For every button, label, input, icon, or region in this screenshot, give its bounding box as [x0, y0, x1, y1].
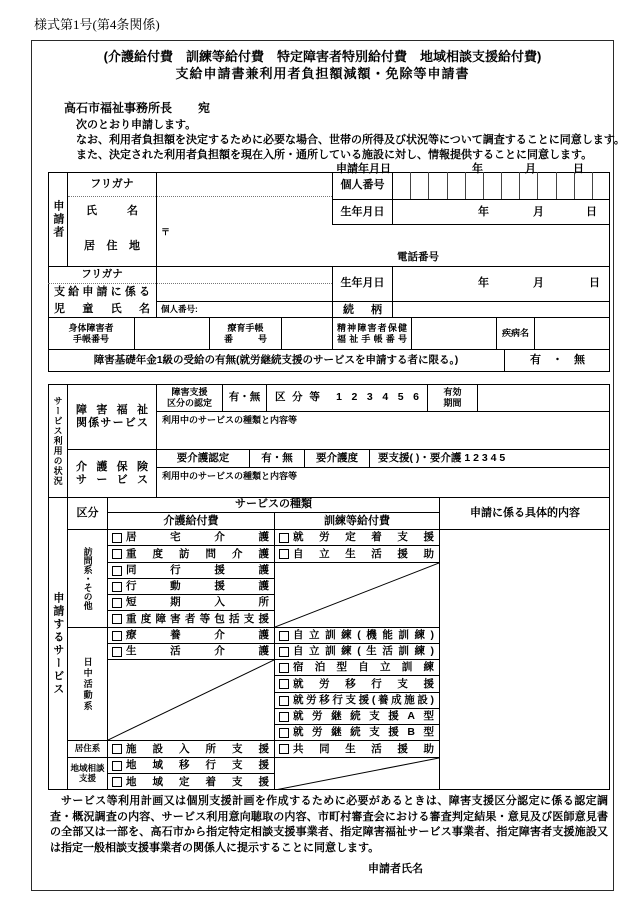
applicant-personal-number-label: 個人番号 [333, 172, 393, 200]
applicant-address-input[interactable] [157, 225, 610, 267]
service-row[interactable]: 就労移行支援(養成施設) [275, 693, 440, 709]
checkbox[interactable] [279, 679, 289, 689]
child-personal-number-label[interactable]: 個人番号: [157, 302, 333, 318]
diagonal-strike [108, 660, 274, 740]
pension-yes-no[interactable]: 有 ・ 無 [530, 354, 585, 367]
checkbox[interactable] [112, 614, 122, 624]
service-row[interactable]: 就労移行支援 [275, 676, 440, 693]
disability-services-in-use[interactable]: 利用中のサービスの種類と内容等 [157, 412, 610, 450]
care-certification-yes-no[interactable]: 有・無 [250, 450, 305, 468]
checkbox[interactable] [279, 728, 289, 738]
service-row[interactable]: 居宅介護 [108, 530, 275, 546]
service-row[interactable]: 自立訓練(生活訓練) [275, 644, 440, 660]
checkbox[interactable] [112, 647, 122, 657]
personal-number-cell[interactable] [447, 172, 465, 199]
group-community-label: 地域相談 支援 [68, 758, 108, 790]
applicant-name-label: 氏名 [86, 204, 138, 217]
checkbox[interactable] [279, 744, 289, 754]
postal-mark: 〒 [161, 227, 171, 237]
pension-question: 障害基礎年金1級の受給の有無(就労継続支援のサービスを申請する者に限る。) [48, 349, 505, 372]
addressee: 高石市福祉事務所長 [64, 101, 173, 115]
application-date-day: 日 [573, 163, 584, 175]
checkbox[interactable] [279, 533, 289, 543]
personal-number-cell[interactable] [410, 172, 428, 199]
child-relation-label: 続柄 [333, 302, 393, 318]
statement-3: また、決定された利用者負担額を現在入所・通所している施設に対し、情報提供することに同意します。 [76, 149, 593, 161]
care-benefit-header: 介護給付費 [108, 513, 275, 530]
support-category-yes-no[interactable]: 有・無 [223, 384, 267, 412]
service-row[interactable]: 就労継続支援B型 [275, 725, 440, 741]
checkbox[interactable] [112, 582, 122, 592]
child-birth-month-unit: 月 [533, 277, 544, 289]
child-birth-year-unit: 年 [478, 277, 489, 289]
diagonal-strike [275, 563, 439, 627]
checkbox[interactable] [279, 647, 289, 657]
support-category-certification-label: 障害支援 区分の認定 [157, 384, 223, 412]
validity-period-label: 有効 期間 [428, 384, 478, 412]
child-name-input[interactable] [157, 284, 332, 301]
birth-day-unit: 日 [586, 206, 597, 218]
addressee-suffix: 宛 [198, 101, 211, 115]
service-row[interactable]: 生活介護 [108, 644, 275, 660]
training-benefit-header: 訓練等給付費 [275, 513, 440, 530]
checkbox[interactable] [279, 663, 289, 673]
service-row[interactable]: 施設入所支援 [108, 741, 275, 758]
handbook-mental-input[interactable] [412, 317, 497, 350]
care-certification-label: 要介護認定 [157, 450, 250, 468]
training-empty-block [275, 563, 440, 628]
addressee-line [64, 99, 210, 116]
applicant-birth-input[interactable] [393, 200, 610, 225]
support-category-scale[interactable]: 区分等 1 2 3 4 5 6 [267, 384, 428, 412]
child-name-label-2: 児童氏名 [54, 303, 150, 316]
personal-number-cell[interactable] [519, 172, 537, 199]
personal-number-cell[interactable] [574, 172, 592, 199]
service-row[interactable]: 同行援護 [108, 563, 275, 579]
care-empty-block [108, 660, 275, 741]
applicant-section-label: 申請者 [48, 172, 68, 267]
service-row[interactable]: 地域定着支援 [108, 774, 275, 790]
applicant-personal-number-grid [393, 172, 610, 200]
phone-label: 電話番号 [397, 251, 439, 263]
checkbox[interactable] [279, 696, 289, 706]
service-row[interactable]: 自立生活援助 [275, 546, 440, 563]
checkbox[interactable] [279, 549, 289, 559]
personal-number-cell[interactable] [592, 172, 610, 199]
service-status-section-label: サービス利用の状況 [48, 384, 68, 498]
checkbox[interactable] [112, 761, 122, 771]
care-level-scale[interactable]: 要支援( )・要介護 1 2 3 4 5 [370, 450, 610, 468]
disease-input[interactable] [535, 317, 610, 350]
child-birth-label: 生年月日 [333, 266, 393, 302]
handbook-physical-label: 身体障害者 手帳番号 [48, 317, 135, 350]
applicant-birth-label: 生年月日 [333, 200, 393, 225]
personal-number-cell[interactable] [501, 172, 519, 199]
form-title-line1: (介護給付費 訓練等給付費 特定障害者特別給付費 地域相談支援給付費) [103, 49, 542, 64]
diagonal-strike [275, 758, 439, 790]
service-row[interactable]: 就労継続支援A型 [275, 709, 440, 725]
service-row[interactable]: 自立訓練(機能訓練) [275, 628, 440, 644]
checkbox[interactable] [112, 549, 122, 559]
personal-number-cell[interactable] [483, 172, 501, 199]
group-daytime-label: 日中活動系 [68, 628, 108, 741]
disability-service-label: 障害福祉 関係サービス [68, 384, 157, 450]
child-furigana-label: フリガナ [48, 266, 156, 284]
personal-number-cell[interactable] [556, 172, 574, 199]
detail-header: 申請に係る具体的内容 [440, 497, 610, 530]
child-name-label-1: 支給申請に係る [54, 286, 150, 299]
group-visit-label: 訪問系・その他 [68, 530, 108, 628]
checkbox[interactable] [112, 533, 122, 543]
disease-label: 疾病名 [497, 317, 535, 350]
care-insurance-label: 介護保険 サービス [68, 450, 157, 498]
checkbox[interactable] [279, 631, 289, 641]
detail-input-area[interactable] [440, 530, 610, 790]
personal-number-cell[interactable] [393, 172, 410, 199]
service-row[interactable]: 重度訪問介護 [108, 546, 275, 563]
application-date-month: 月 [525, 163, 536, 175]
service-row[interactable]: 宿泊型自立訓練 [275, 660, 440, 676]
checkbox[interactable] [112, 566, 122, 576]
application-date-year: 年 [472, 163, 483, 175]
category-header: 区分 [68, 497, 108, 530]
checkbox[interactable] [279, 712, 289, 722]
child-birth-day-unit: 日 [589, 277, 600, 289]
validity-period-input[interactable] [478, 384, 610, 412]
service-row[interactable]: 療養介護 [108, 628, 275, 644]
statement-2: なお、利用者負担額を決定するために必要な場合、世帯の所得及び状況等について調査することに同意します。 [76, 134, 625, 146]
statement-1: 次のとおり申請します。 [76, 119, 197, 131]
form-title-line2: 支給申請書兼利用者負担額減額・免除等申請書 [175, 66, 470, 81]
service-row[interactable]: 地域移行支援 [108, 758, 275, 774]
handbook-rehab-input[interactable] [282, 317, 333, 350]
checkbox[interactable] [112, 631, 122, 641]
handbook-rehab-label: 療育手帳 番号 [210, 317, 282, 350]
birth-month-unit: 月 [533, 206, 544, 218]
child-relation-input[interactable] [393, 302, 610, 318]
applicant-furigana-label: フリガナ [68, 172, 156, 197]
care-level-label: 要介護度 [305, 450, 370, 468]
group-residential-label: 居住系 [68, 741, 108, 758]
checkbox[interactable] [112, 598, 122, 608]
child-birth-input[interactable] [393, 266, 610, 302]
applicant-name-input[interactable] [157, 197, 332, 225]
signature-input[interactable] [432, 858, 582, 876]
birth-year-unit: 年 [478, 206, 489, 218]
service-row[interactable]: 行動援護 [108, 579, 275, 595]
handbook-physical-input[interactable] [135, 317, 210, 350]
applicant-furigana-input[interactable] [157, 172, 332, 197]
personal-number-cell[interactable] [428, 172, 446, 199]
signature-label: 申請者氏名 [368, 863, 423, 875]
personal-number-cell[interactable] [465, 172, 483, 199]
child-furigana-input[interactable] [157, 266, 332, 284]
handbook-mental-label: 精神障害者保健 福祉手帳番号 [333, 317, 412, 350]
checkbox[interactable] [112, 744, 122, 754]
form-number: 様式第1号(第4条関係) [34, 17, 160, 32]
care-services-in-use[interactable]: 利用中のサービスの種類と内容等 [162, 471, 298, 481]
service-row[interactable]: 共同生活援助 [275, 741, 440, 758]
consent-paragraph: サービス等利用計画又は個別支援計画を作成するために必要があるときは、障害支援区分認定に係る認定調査・概況調査の内容、サービス利用意向聴取の内容、市町村審査会における審査判定結果・意見及び医師意見書の全部又は一部を、高石市から指定特定相談支援事業者、指定障害福祉サービス事業者、指定障害者支援施設又は指定一般相談支援事業者の関係人に提示することに同意します。 [50, 795, 608, 854]
service-row[interactable]: 重度障害者等包括支援 [108, 611, 275, 628]
applicant-address-label: 居住地 [68, 225, 157, 267]
service-row[interactable]: 就労定着支援 [275, 530, 440, 546]
requested-services-section-label: 申請するサービス [48, 497, 68, 790]
service-type-header: サービスの種類 [108, 497, 440, 513]
personal-number-cell[interactable] [537, 172, 555, 199]
application-date-label: 申請年月日 [336, 163, 391, 175]
checkbox[interactable] [112, 777, 122, 787]
service-row[interactable]: 短期入所 [108, 595, 275, 611]
community-empty-block [275, 758, 440, 790]
